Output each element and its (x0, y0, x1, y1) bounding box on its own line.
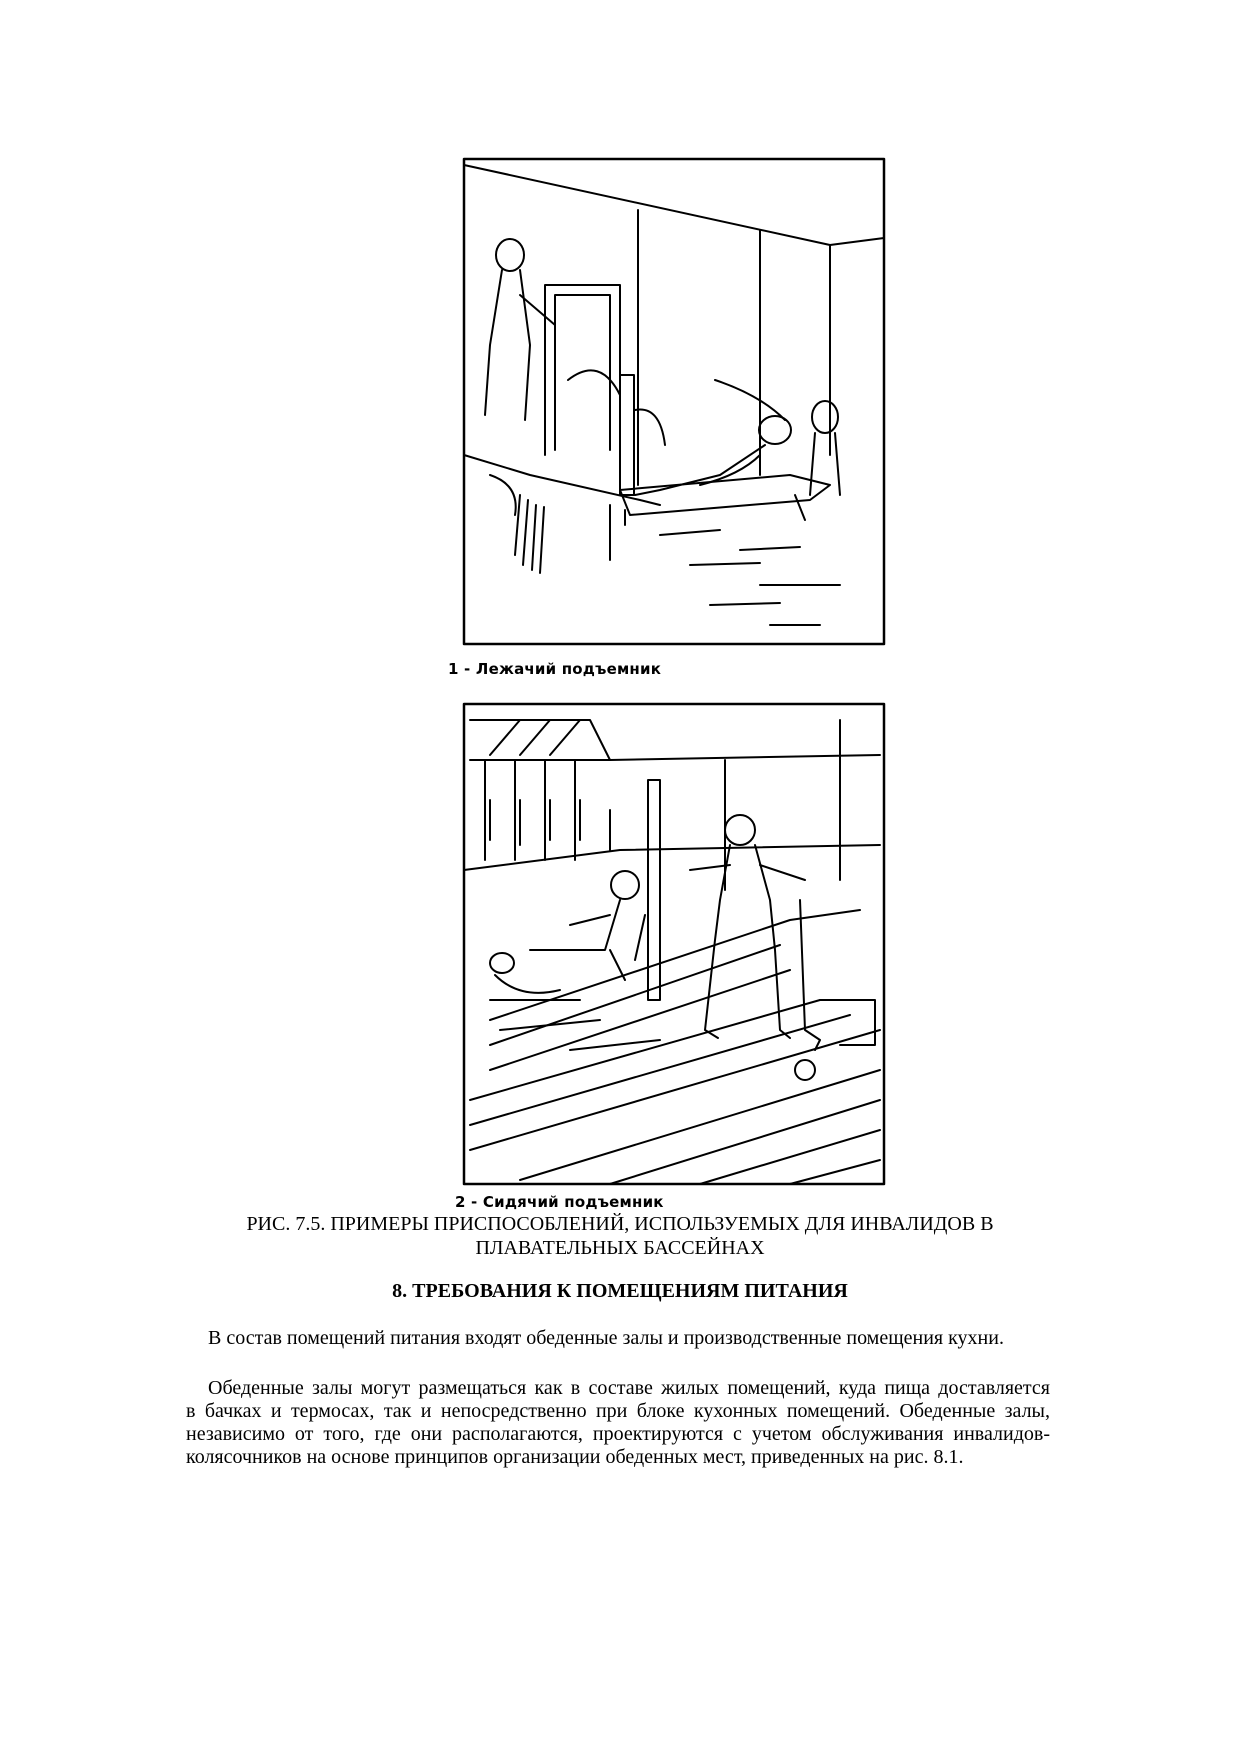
figure-seated-lift (460, 700, 890, 1190)
figure-sub-caption: 1 - Лежачий подъемник (448, 660, 662, 678)
paragraph-line: Обеденные залы могут размещаться как в составе жилых помещений, куда пища доставляется (208, 1377, 1050, 1399)
paragraph: В состав помещений питания входят обеденные залы и производственные помещения кухни. (208, 1327, 1004, 1349)
paragraph-line: независимо от того, где они располагаются, проектируются с учетом обслуживания инвалидов- (186, 1423, 1050, 1445)
reclining-pool-lift-illustration (460, 155, 890, 650)
seated-pool-lift-illustration (460, 700, 890, 1190)
figure-reclining-lift (460, 155, 890, 650)
section-heading: 8. ТРЕБОВАНИЯ К ПОМЕЩЕНИЯМ ПИТАНИЯ (392, 1280, 848, 1302)
figure-caption (200, 1212, 1040, 1260)
paragraph (186, 1377, 1050, 1469)
figure-caption-line: РИС. 7.5. ПРИМЕРЫ ПРИСПОСОБЛЕНИЙ, ИСПОЛЬЗУЕМЫХ ДЛЯ ИНВАЛИДОВ В (246, 1213, 994, 1235)
paragraph-line: колясочников на основе принципов организации обеденных мест, приведенных на рис. 8.1. (186, 1446, 964, 1468)
figure-sub-caption: 2 - Сидячий подъемник (455, 1193, 664, 1211)
paragraph-line: в бачках и термосах, так и непосредственно при блоке кухонных помещений. Обеденные залы, (186, 1400, 1050, 1422)
figure-caption-line: ПЛАВАТЕЛЬНЫХ БАССЕЙНАХ (475, 1237, 765, 1259)
